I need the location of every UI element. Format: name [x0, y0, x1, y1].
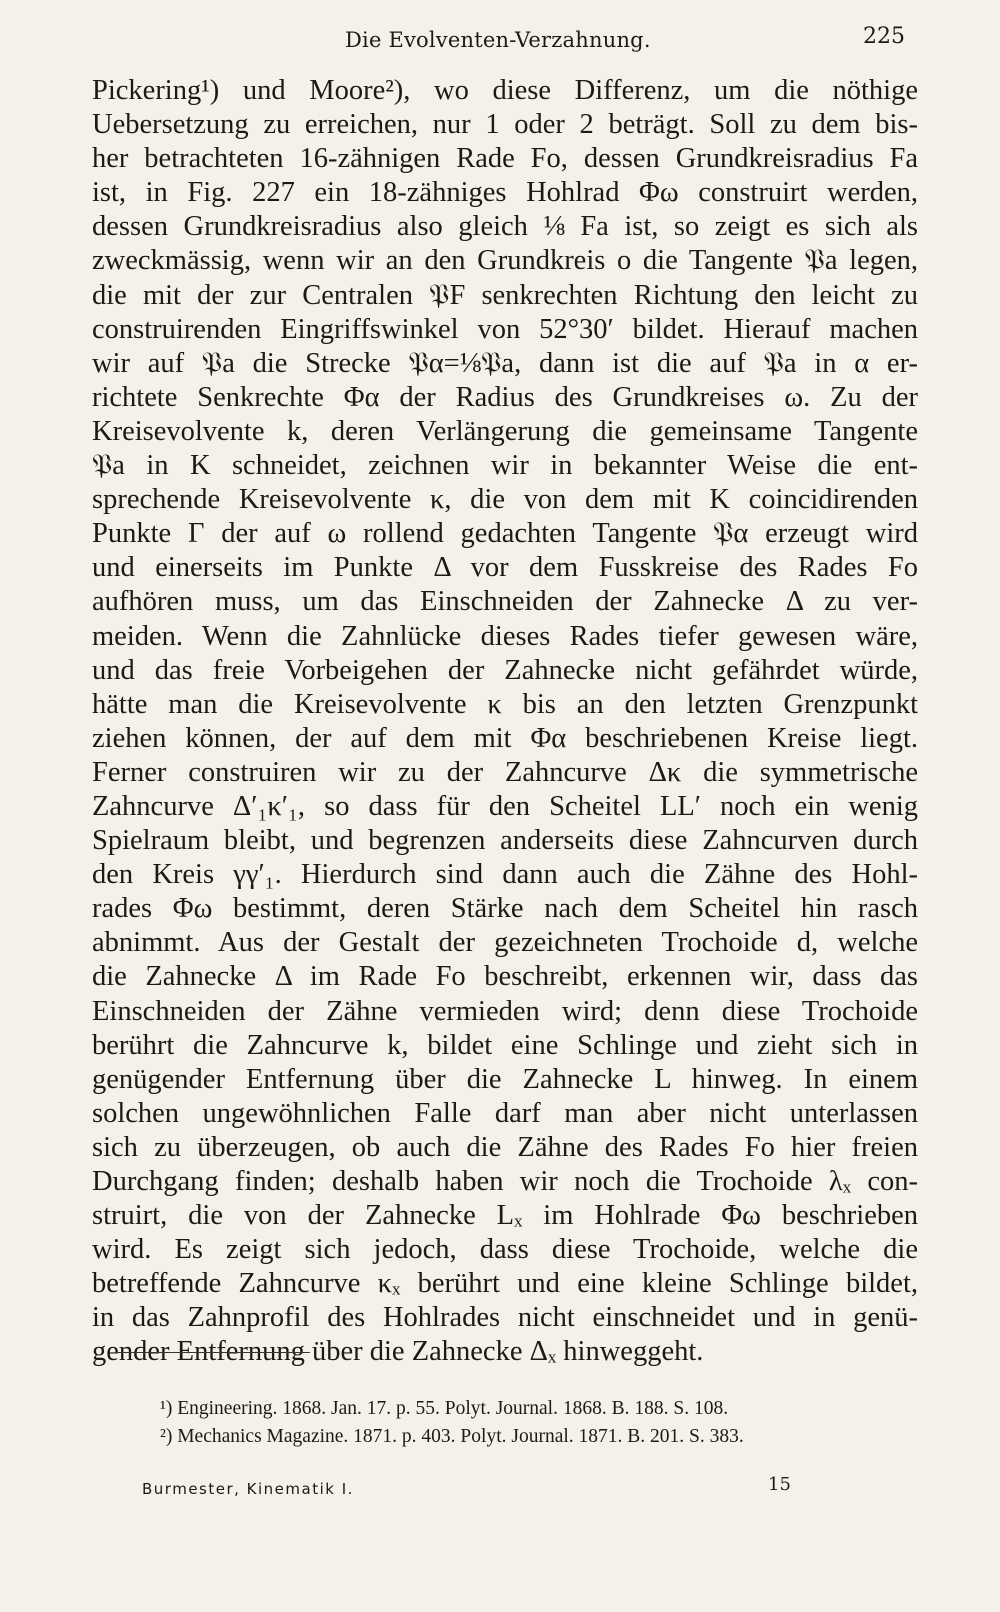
text-line: Ferner construiren wir zu der Zahncurve Δκ die symmetrische [92, 756, 918, 788]
text-line: meiden. Wenn die Zahnlücke dieses Rades tiefer gewesen wäre, [92, 620, 918, 652]
text-line: in das Zahnprofil des Hohlrades nicht einschneidet und in genü- [92, 1302, 918, 1334]
text-line: zweckmässig, wenn wir an den Grundkreis o die Tangente 𝔓a legen, [92, 245, 918, 277]
footnote-1: ¹) Engineering. 1868. Jan. 17. p. 55. Polyt. Journal. 1868. B. 188. S. 108. [160, 1398, 729, 1419]
text-line: aufhören muss, um das Einschneiden der Zahnecke Δ zu ver- [92, 586, 918, 618]
text-line: betreffende Zahncurve κₓ berührt und eine kleine Schlinge bildet, [92, 1268, 918, 1300]
text-line: Uebersetzung zu erreichen, nur 1 oder 2 beträgt. Soll zu dem bis- [92, 109, 918, 141]
text-line: Pickering¹) und Moore²), wo diese Differenz, um die nöthige [92, 75, 918, 106]
text-line: ziehen können, der auf dem mit Φα beschriebenen Kreise liegt. [92, 722, 918, 754]
text-line: ist, in Fig. 227 ein 18-zähniges Hohlrad Φω construirt werden, [92, 177, 918, 209]
text-line: richtete Senkrechte Φα der Radius des Grundkreises ω. Zu der [92, 381, 918, 413]
text-line: berührt die Zahncurve k, bildet eine Schlinge und zieht sich in [92, 1029, 918, 1061]
text-line: die Zahnecke Δ im Rade Fo beschreibt, erkennen wir, dass das [92, 961, 918, 993]
text-line: hätte man die Kreisevolvente κ bis an den letzten Grenzpunkt [92, 688, 918, 720]
text-line: construirenden Eingriffswinkel von 52°30′ bildet. Hierauf machen [92, 313, 918, 345]
page-header [0, 22, 1000, 58]
text-line: wir auf 𝔓a die Strecke 𝔓α=⅛𝔓a, dann ist die auf 𝔓a in α er- [92, 347, 918, 379]
text-line: genügender Entfernung über die Zahnecke L hinweg. In einem [92, 1063, 918, 1095]
footnotes [160, 1395, 920, 1451]
text-line: Durchgang finden; deshalb haben wir noch die Trochoide λₓ con- [92, 1166, 918, 1197]
main-text [92, 74, 918, 1370]
text-line: gender Entfernung über die Zahnecke Δₓ hinweggeht. [92, 1336, 704, 1368]
text-line: Einschneiden der Zähne vermieden wird; denn diese Trochoide [92, 995, 918, 1027]
text-line: den Kreis γγ′₁. Hierdurch sind dann auch die Zähne des Hohl- [92, 859, 918, 891]
text-line: rades Φω bestimmt, deren Stärke nach dem Scheitel hin rasch [92, 893, 918, 925]
text-line: struirt, die von der Zahnecke Lₓ im Hohlrade Φω beschrieben [92, 1200, 918, 1232]
text-line: solchen ungewöhnlichen Falle darf man aber nicht unterlassen [92, 1097, 918, 1129]
signature-line: Burmester, Kinematik I. [142, 1480, 354, 1498]
page-number: 225 [863, 24, 905, 49]
page-footer [142, 1474, 902, 1504]
text-line: dessen Grundkreisradius also gleich ⅛ Fa ist, so zeigt es sich als [92, 211, 918, 243]
footnote-2: ²) Mechanics Magazine. 1871. p. 403. Polyt. Journal. 1871. B. 201. S. 383. [160, 1426, 744, 1447]
text-line: her betrachteten 16-zähnigen Rade Fo, dessen Grundkreisradius Fa [92, 143, 918, 175]
text-line: sich zu überzeugen, ob auch die Zähne des Rades Fo hier freien [92, 1131, 918, 1163]
text-line: sprechende Kreisevolvente κ, die von dem mit K coincidirenden [92, 484, 918, 516]
sheet-number: 15 [768, 1474, 791, 1495]
text-line: Punkte Γ der auf ω rollend gedachten Tangente 𝔓α erzeugt wird [92, 518, 918, 550]
footnote-rule [115, 1352, 310, 1353]
text-line: Zahncurve Δ′₁κ′₁, so dass für den Scheitel LL′ noch ein wenig [92, 790, 918, 822]
text-line: Spielraum bleibt, und begrenzen anderseits diese Zahncurven durch [92, 825, 918, 857]
text-line: abnimmt. Aus der Gestalt der gezeichneten Trochoide d, welche [92, 927, 918, 959]
running-head: Die Evolventen-Verzahnung. [345, 28, 651, 52]
text-line: die mit der zur Centralen 𝔓F senkrechten Richtung den leicht zu [92, 279, 918, 311]
text-line: wird. Es zeigt sich jedoch, dass diese Trochoide, welche die [92, 1234, 918, 1266]
text-line: Kreisevolvente k, deren Verlängerung die gemeinsame Tangente [92, 415, 918, 447]
text-line: und das freie Vorbeigehen der Zahnecke nicht gefährdet würde, [92, 654, 918, 686]
text-line: 𝔓a in K schneidet, zeichnen wir in bekannter Weise die ent- [92, 450, 918, 482]
text-line: und einerseits im Punkte Δ vor dem Fusskreise des Rades Fo [92, 552, 918, 584]
